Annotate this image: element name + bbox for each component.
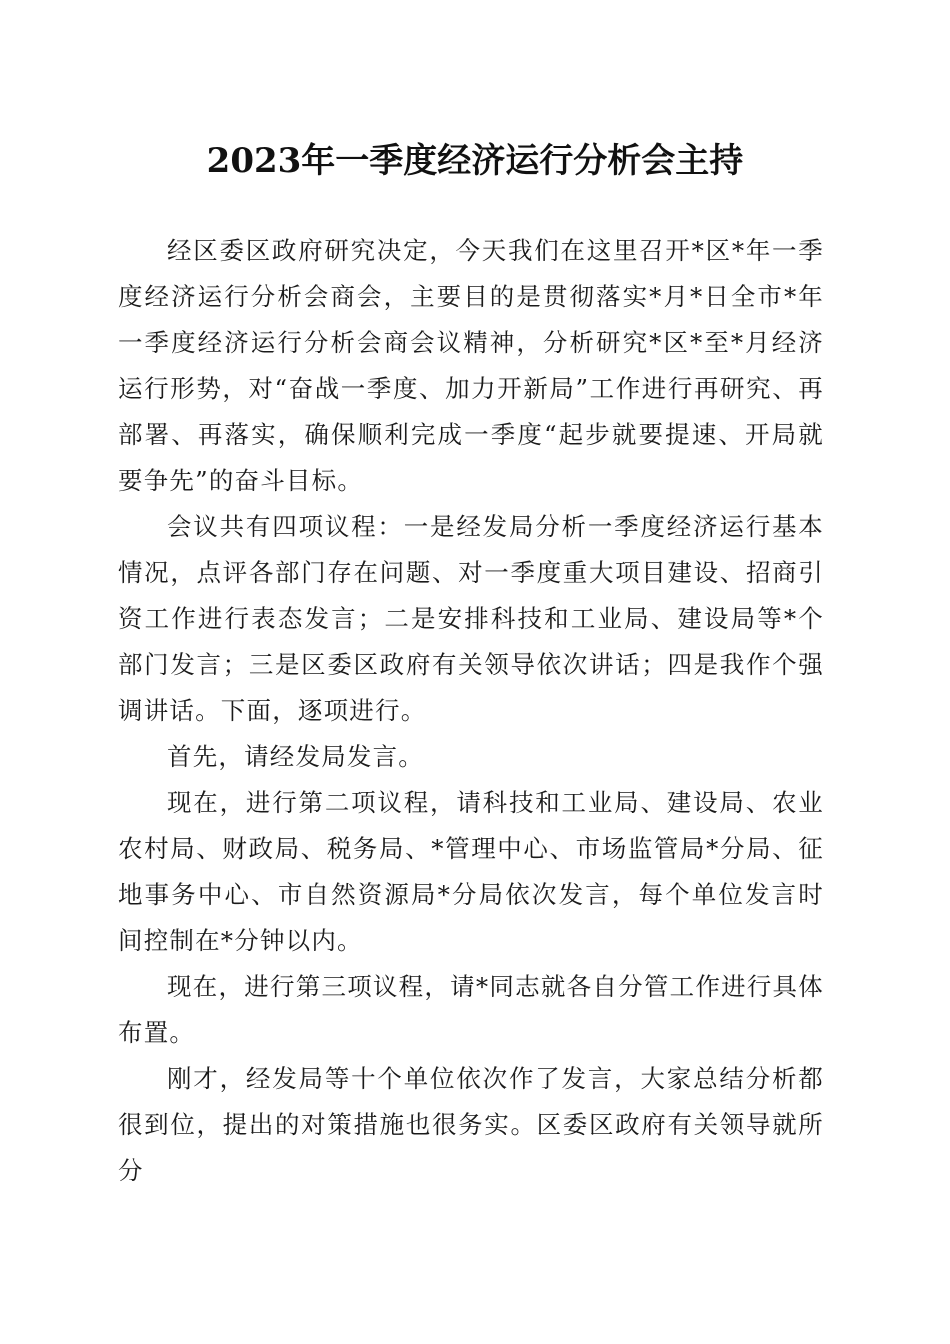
paragraph-summary: 刚才，经发局等十个单位依次作了发言，大家总结分析都很到位，提出的对策措施也很务实。区委区政府有关领导就所分 (118, 1064, 824, 1185)
paragraph-third-item: 现在，进行第三项议程，请*同志就各自分管工作进行具体布置。 (118, 972, 824, 1047)
paragraph-second-item: 现在，进行第二项议程，请科技和工业局、建设局、农业农村局、财政局、税务局、*管理中心、市场监管局*分局、征地事务中心、市自然资源局*分局依次发言，每个单位发言时间控制在*分钟以内。 (118, 788, 824, 955)
document-title: 2023年一季度经济运行分析会主持 (206, 141, 744, 181)
paragraph-opening: 经区委区政府研究决定，今天我们在这里召开*区*年一季度经济运行分析会商会，主要目的是贯彻落实*月*日全市*年一季度经济运行分析会商会议精神，分析研究*区*至*月经济运行形势，对“奋战一季度、加力开新局”工作进行再研究、再部署、再落实，确保顺利完成一季度“起步就要提速、开局就要争先”的奋斗目标。 (118, 236, 824, 495)
document-body (118, 228, 824, 1194)
paragraph-first-speaker: 首先，请经发局发言。 (167, 742, 424, 771)
paragraph-agenda: 会议共有四项议程：一是经发局分析一季度经济运行基本情况，点评各部门存在问题、对一季度重大项目建设、招商引资工作进行表态发言；二是安排科技和工业局、建设局等*个部门发言；三是区委区政府有关领导依次讲话；四是我作个强调讲话。下面，逐项进行。 (118, 512, 824, 725)
